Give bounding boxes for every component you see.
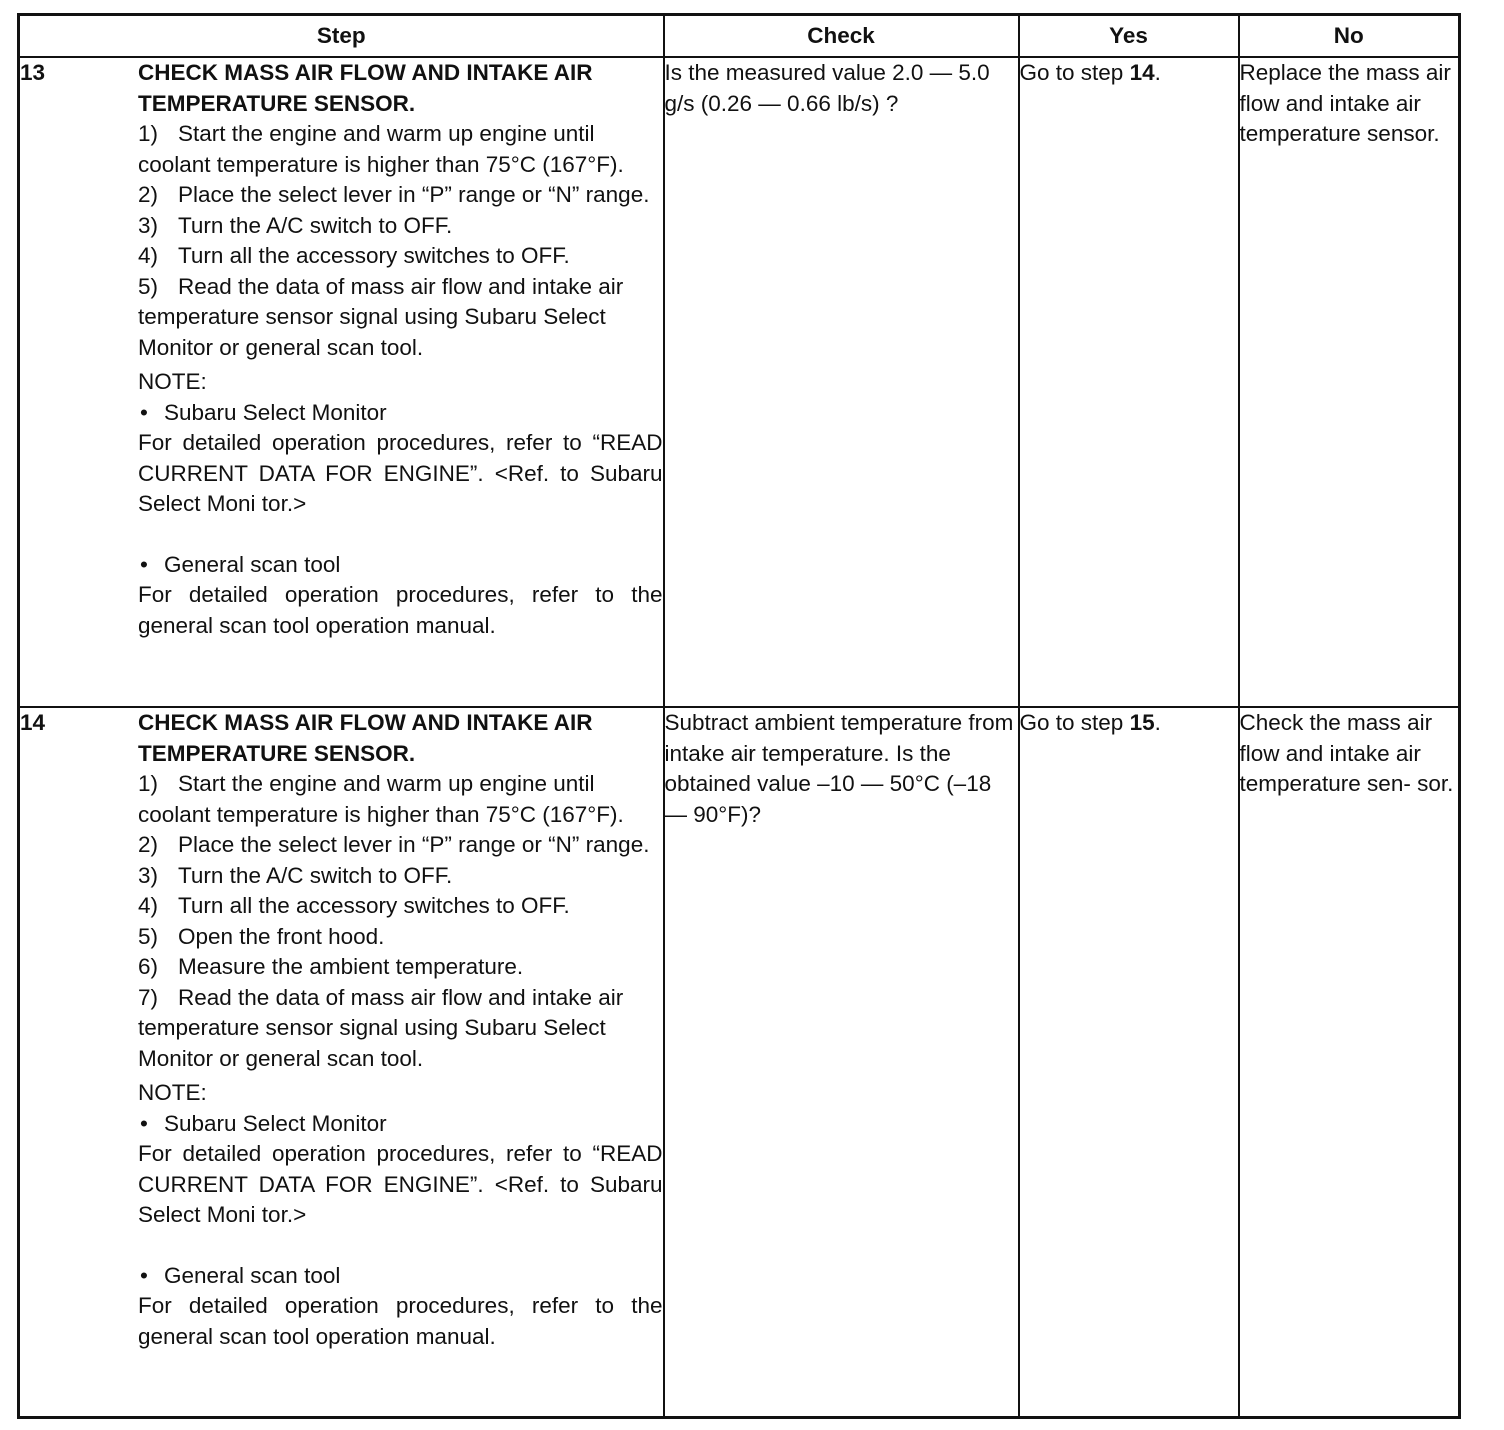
instruction-item [138, 119, 663, 180]
yes-prefix: Go to step [1019, 60, 1130, 85]
instruction-number: 1) [138, 121, 159, 146]
table-row [19, 57, 1460, 707]
note-label: NOTE: [138, 369, 207, 394]
instruction-text: Place the select lever in “P” range or “N” range. [178, 832, 650, 857]
instruction-text: Read the data of mass air flow and intake air temperature sensor signal using Subaru Select Monitor or general scan tool. [138, 273, 624, 360]
instruction-text: Turn the A/C switch to OFF. [178, 212, 453, 238]
bullet-item [138, 550, 663, 581]
instruction-number: 3) [138, 212, 159, 238]
no-cell: Check the mass air flow and intake air temperature sen- sor. [1239, 707, 1460, 1417]
header-no: No [1239, 15, 1460, 58]
no-cell: Replace the mass air flow and intake air temperature sensor. [1239, 57, 1460, 707]
bullet-description: For detailed operation procedures, refer to the general scan tool operation manual. [138, 1293, 663, 1349]
instruction-text: Measure the ambient temperature. [178, 954, 524, 979]
instruction-number: 4) [138, 893, 159, 918]
spacer [138, 1231, 663, 1261]
bullet-dot: • [140, 551, 148, 577]
step-cell [19, 707, 664, 1417]
yes-suffix: . [1154, 60, 1161, 85]
header-yes: Yes [1019, 15, 1239, 58]
bullet-description: For detailed operation procedures, refer to “READ CURRENT DATA FOR ENGINE”. <Ref. to Subaru Select Moni tor.> [138, 1141, 663, 1227]
instruction-number: 4) [138, 243, 159, 268]
instruction-text: Turn the A/C switch to OFF. [178, 862, 453, 888]
note-label: NOTE: [138, 1080, 207, 1105]
instruction-text: Turn all the accessory switches to OFF. [178, 243, 570, 268]
instruction-item [138, 272, 663, 364]
header-row [19, 15, 1460, 58]
diagnostic-table [17, 13, 1461, 1419]
instruction-item [138, 211, 663, 242]
bullet-item [138, 398, 663, 429]
instruction-number: 5) [138, 923, 159, 949]
instruction-text: Start the engine and warm up engine until coolant temperature is higher than 75°C (167°F). [138, 771, 624, 827]
instruction-text: Start the engine and warm up engine until coolant temperature is higher than 75°C (167°F). [138, 121, 624, 177]
instruction-item [138, 241, 663, 272]
bullet-dot: • [140, 399, 148, 425]
instruction-item [138, 891, 663, 922]
instruction-number: 5) [138, 273, 159, 299]
instruction-item [138, 830, 663, 861]
instruction-text: Turn all the accessory switches to OFF. [178, 893, 570, 918]
instruction-item [138, 180, 663, 211]
instruction-item [138, 983, 663, 1075]
bullet-label: Subaru Select Monitor [164, 1110, 387, 1136]
instruction-item [138, 861, 663, 892]
yes-step-link: 14 [1129, 60, 1155, 85]
instruction-number: 7) [138, 984, 159, 1010]
yes-cell [1019, 707, 1239, 1417]
bullet-dot: • [140, 1110, 148, 1136]
check-cell: Subtract ambient temperature from intake air temperature. Is the obtained value –10 — 50°C (–18 — 90°F)? [664, 707, 1019, 1417]
step-title: CHECK MASS AIR FLOW AND INTAKE AIR TEMPERATURE SENSOR. [138, 710, 593, 766]
bullet-item [138, 1261, 663, 1292]
bullet-label: General scan tool [164, 551, 341, 577]
yes-cell [1019, 57, 1239, 707]
header-check: Check [664, 15, 1019, 58]
instruction-text: Place the select lever in “P” range or “N” range. [178, 182, 650, 207]
bullet-description: For detailed operation procedures, refer to the general scan tool operation manual. [138, 582, 663, 638]
step-title: CHECK MASS AIR FLOW AND INTAKE AIR TEMPERATURE SENSOR. [138, 60, 593, 116]
table-row [19, 707, 1460, 1417]
instruction-number: 6) [138, 954, 159, 979]
instruction-item [138, 769, 663, 830]
bullet-label: Subaru Select Monitor [164, 399, 387, 425]
instruction-number: 3) [138, 862, 159, 888]
step-cell [19, 57, 664, 707]
bullet-description: For detailed operation procedures, refer to “READ CURRENT DATA FOR ENGINE”. <Ref. to Subaru Select Moni tor.> [138, 430, 663, 516]
check-cell: Is the measured value 2.0 — 5.0 g/s (0.26 — 0.66 lb/s) ? [664, 57, 1019, 707]
instruction-item [138, 952, 663, 983]
step-number: 14 [20, 710, 46, 735]
bullet-item [138, 1109, 663, 1140]
step-number: 13 [20, 60, 46, 85]
yes-prefix: Go to step [1019, 710, 1130, 735]
instruction-number: 2) [138, 182, 159, 207]
yes-step-link: 15 [1129, 710, 1155, 735]
bullet-label: General scan tool [164, 1262, 341, 1288]
header-step: Step [19, 15, 664, 58]
instruction-number: 2) [138, 832, 159, 857]
yes-suffix: . [1154, 710, 1161, 735]
instruction-text: Open the front hood. [178, 923, 385, 949]
instruction-text: Read the data of mass air flow and intake air temperature sensor signal using Subaru Select Monitor or general scan tool. [138, 984, 624, 1071]
bullet-dot: • [140, 1262, 148, 1288]
instruction-item [138, 922, 663, 953]
instruction-number: 1) [138, 771, 159, 796]
spacer [138, 520, 663, 550]
